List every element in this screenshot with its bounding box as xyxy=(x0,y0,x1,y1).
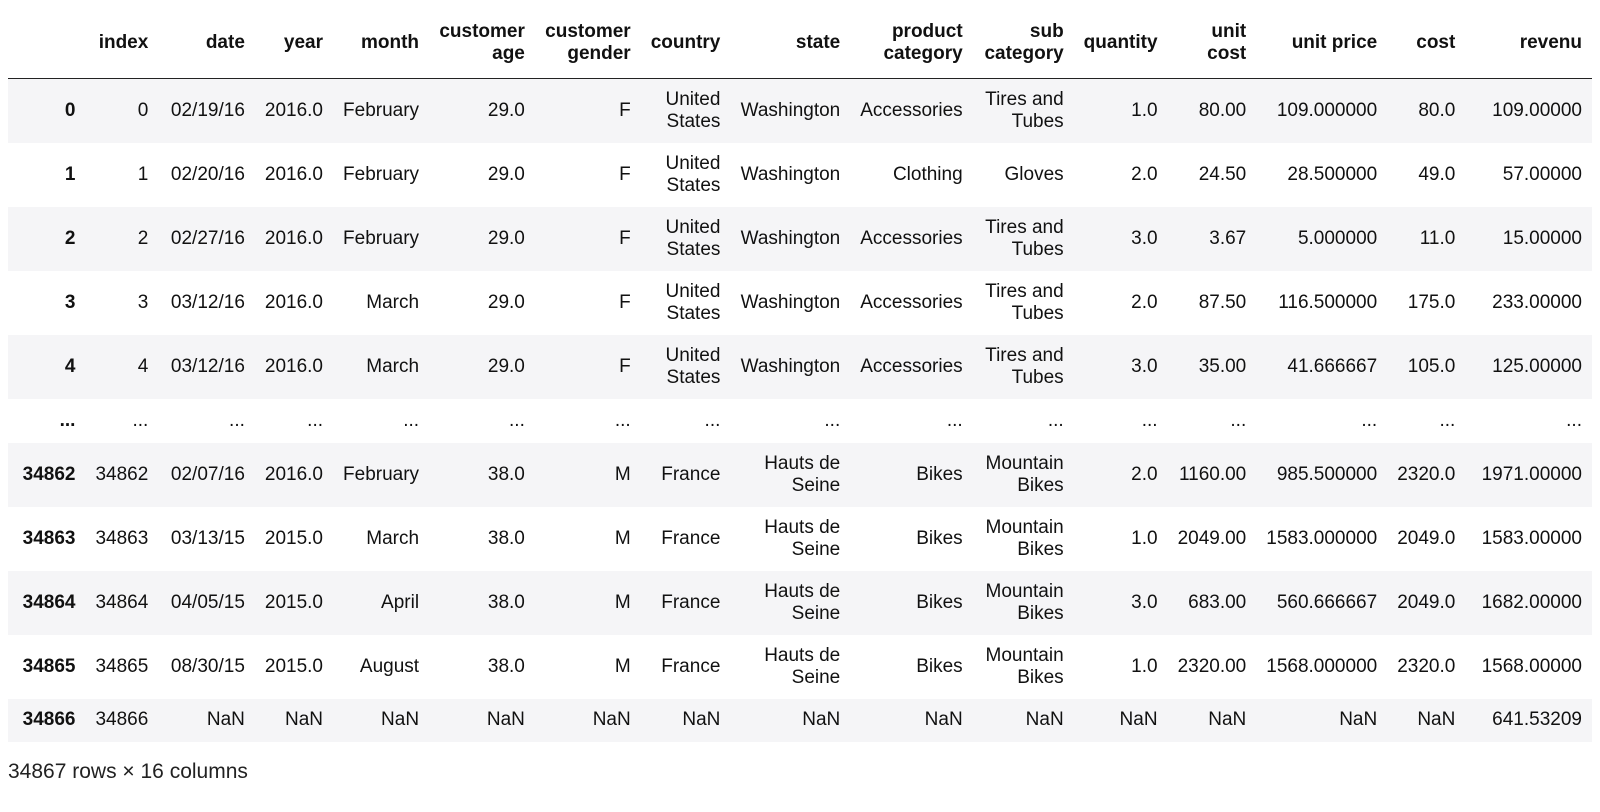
dataframe-output xyxy=(8,8,1592,754)
cell-index: 1 xyxy=(137,163,149,185)
cell-unit-price: 985.500000 xyxy=(1276,463,1378,485)
cell-year: 2015.0 xyxy=(264,655,324,677)
cell-state xyxy=(730,507,850,571)
row-label: 34863 xyxy=(22,527,76,549)
cell-date: ... xyxy=(229,409,245,431)
cell-index: 34866 xyxy=(95,709,149,730)
cell-state-line: Seine xyxy=(791,602,841,624)
cell-revenue: 1583.00000 xyxy=(1481,527,1582,549)
cell-month: April xyxy=(381,591,420,613)
cell-unit-cost: 2049.00 xyxy=(1177,527,1247,549)
cell-sub-category-line: Tubes xyxy=(1011,110,1064,132)
cell-sub-category-line: Tires and xyxy=(985,344,1064,366)
cell-unit-cost: 35.00 xyxy=(1198,355,1247,377)
cell-product-category: ... xyxy=(946,409,963,431)
cell-country-line: United xyxy=(665,344,721,366)
cell-unit-cost: 1160.00 xyxy=(1178,463,1247,485)
cell-month: February xyxy=(343,163,420,185)
cell-quantity: 2.0 xyxy=(1131,163,1158,185)
cell-revenue: ... xyxy=(1566,409,1582,431)
cell-quantity: ... xyxy=(1141,409,1158,431)
row-label: 0 xyxy=(64,99,76,121)
cell-unit-cost: 683.00 xyxy=(1188,591,1247,613)
cell-unit-cost: 2320.00 xyxy=(1177,655,1247,677)
cell-sub-category xyxy=(973,271,1074,335)
cell-sub-category xyxy=(973,207,1074,271)
cell-state-line: Hauts de xyxy=(764,580,841,602)
cell-customer-gender: NaN xyxy=(592,709,631,730)
cell-index: 34862 xyxy=(95,463,149,485)
cell-country xyxy=(641,507,731,571)
table-row xyxy=(8,443,1592,507)
cell-unit-cost: 3.67 xyxy=(1209,227,1247,249)
cell-customer-age: NaN xyxy=(486,709,525,730)
cell-sub-category-line: Gloves xyxy=(1004,163,1064,185)
cell-state xyxy=(730,79,850,143)
row-label: 2 xyxy=(64,227,76,249)
cell-country xyxy=(641,399,731,443)
header-state: state xyxy=(730,8,850,79)
cell-index: 34865 xyxy=(95,655,149,677)
cell-quantity: 2.0 xyxy=(1131,291,1158,313)
cell-cost: 2320.0 xyxy=(1397,463,1456,485)
cell-customer-age: 38.0 xyxy=(487,655,525,677)
cell-state xyxy=(730,443,850,507)
cell-sub-category xyxy=(973,571,1074,635)
cell-unit-price: 116.500000 xyxy=(1278,291,1378,313)
cell-unit-cost: ... xyxy=(1230,409,1247,431)
cell-state-line: ... xyxy=(824,409,841,431)
cell-sub-category-line: Tires and xyxy=(985,88,1064,110)
table-row xyxy=(8,207,1592,271)
cell-month: ... xyxy=(403,409,420,431)
cell-year: 2016.0 xyxy=(264,291,324,313)
cell-sub-category xyxy=(973,507,1074,571)
header-year: year xyxy=(255,8,333,79)
cell-state xyxy=(730,271,850,335)
dataframe-table xyxy=(8,8,1592,742)
cell-quantity: 3.0 xyxy=(1131,355,1158,377)
cell-country-line: States xyxy=(666,366,721,388)
cell-cost: 2049.0 xyxy=(1397,591,1456,613)
cell-year: 2016.0 xyxy=(264,163,324,185)
cell-country-line: United xyxy=(665,152,721,174)
table-row xyxy=(8,271,1592,335)
cell-revenue: 1971.00000 xyxy=(1481,463,1582,485)
cell-cost: 2049.0 xyxy=(1397,527,1456,549)
table-row xyxy=(8,507,1592,571)
cell-cost: 49.0 xyxy=(1418,163,1456,185)
cell-date: 03/12/16 xyxy=(170,291,245,313)
cell-year: 2015.0 xyxy=(264,527,324,549)
cell-customer-gender: M xyxy=(614,655,631,677)
cell-country xyxy=(641,79,731,143)
cell-country-line: France xyxy=(661,527,721,549)
dataframe-shape-summary: 34867 rows × 16 columns xyxy=(8,760,248,783)
cell-country-line: States xyxy=(666,110,721,132)
cell-revenue: 109.00000 xyxy=(1492,99,1582,121)
header-row xyxy=(8,8,1592,79)
cell-customer-gender: ... xyxy=(614,409,631,431)
cell-product-category: NaN xyxy=(924,709,963,730)
cell-date: 08/30/15 xyxy=(170,655,245,677)
row-label: 4 xyxy=(64,355,76,377)
cell-quantity: 3.0 xyxy=(1131,227,1158,249)
cell-country-line: United xyxy=(665,216,721,238)
cell-month: March xyxy=(366,355,420,377)
row-label: 34866 xyxy=(22,709,76,730)
cell-year: 2016.0 xyxy=(264,99,324,121)
header-month: month xyxy=(333,8,429,79)
cell-customer-age: 29.0 xyxy=(487,163,525,185)
cell-date: 03/13/15 xyxy=(170,527,245,549)
cell-country xyxy=(641,571,731,635)
cell-customer-gender: F xyxy=(619,291,631,313)
cell-revenue: 641.53209 xyxy=(1492,709,1582,730)
header-cost: cost xyxy=(1387,8,1465,79)
cell-year: 2016.0 xyxy=(264,227,324,249)
header-index: index xyxy=(85,8,158,79)
row-label: ... xyxy=(59,409,76,431)
cell-country-line: States xyxy=(666,238,721,260)
cell-sub-category-line: Mountain xyxy=(985,580,1064,602)
cell-state-line: Seine xyxy=(791,538,841,560)
cell-month: March xyxy=(366,527,420,549)
cell-customer-age: 29.0 xyxy=(487,99,525,121)
cell-customer-age: 38.0 xyxy=(487,591,525,613)
cell-date: 02/19/16 xyxy=(170,99,245,121)
cell-index: ... xyxy=(132,409,149,431)
table-row xyxy=(8,635,1592,699)
cell-cost: NaN xyxy=(1417,709,1456,730)
cell-sub-category-line: Bikes xyxy=(1017,538,1064,560)
cell-cost: 175.0 xyxy=(1407,291,1456,313)
header-date: date xyxy=(158,8,255,79)
row-label: 3 xyxy=(64,291,76,313)
cell-customer-gender: F xyxy=(619,355,631,377)
cell-sub-category-line: Bikes xyxy=(1017,602,1064,624)
cell-date: 02/07/16 xyxy=(170,463,245,485)
cell-year: 2016.0 xyxy=(264,355,324,377)
cell-unit-price: 28.500000 xyxy=(1287,163,1378,185)
cell-cost: 105.0 xyxy=(1407,355,1456,377)
cell-sub-category xyxy=(973,143,1074,207)
cell-year: 2016.0 xyxy=(264,463,324,485)
cell-customer-age: 38.0 xyxy=(487,527,525,549)
cell-index: 0 xyxy=(137,99,149,121)
cell-state-line: Washington xyxy=(740,355,841,377)
cell-product-category: Accessories xyxy=(860,99,963,121)
cell-product-category: Clothing xyxy=(892,163,963,185)
cell-sub-category-line: Tubes xyxy=(1011,366,1064,388)
cell-customer-gender: F xyxy=(619,163,631,185)
table-body xyxy=(8,79,1592,742)
cell-sub-category-line: Tires and xyxy=(985,216,1064,238)
cell-customer-gender: M xyxy=(614,463,631,485)
row-label: 34862 xyxy=(22,463,76,485)
header-product-category: product category xyxy=(850,8,972,79)
cell-sub-category-line: Bikes xyxy=(1017,666,1064,688)
table-row xyxy=(8,699,1592,742)
cell-product-category: Bikes xyxy=(916,463,963,485)
cell-index: 34864 xyxy=(95,591,149,613)
cell-quantity: 1.0 xyxy=(1131,99,1158,121)
cell-state xyxy=(730,635,850,699)
cell-month: February xyxy=(343,227,420,249)
cell-month: March xyxy=(366,291,420,313)
cell-state-line: Hauts de xyxy=(764,516,841,538)
cell-cost: ... xyxy=(1439,409,1456,431)
cell-unit-cost: NaN xyxy=(1208,709,1247,730)
cell-customer-gender: F xyxy=(619,227,631,249)
cell-month: February xyxy=(343,463,420,485)
cell-unit-price: 560.666667 xyxy=(1276,591,1378,613)
cell-quantity: NaN xyxy=(1119,709,1158,730)
cell-date: 02/27/16 xyxy=(170,227,245,249)
cell-sub-category-line: Tires and xyxy=(985,280,1064,302)
cell-unit-price: 109.000000 xyxy=(1276,99,1378,121)
cell-sub-category xyxy=(973,699,1074,742)
cell-customer-age: 29.0 xyxy=(487,355,525,377)
cell-year: ... xyxy=(307,409,324,431)
cell-sub-category-line: Tubes xyxy=(1011,238,1064,260)
cell-country-line: France xyxy=(661,591,721,613)
cell-revenue: 57.00000 xyxy=(1502,163,1582,185)
table-row xyxy=(8,143,1592,207)
cell-country-line: France xyxy=(661,655,721,677)
cell-product-category: Accessories xyxy=(860,291,963,313)
cell-unit-cost: 24.50 xyxy=(1198,163,1247,185)
cell-year: 2015.0 xyxy=(264,591,324,613)
cell-product-category: Accessories xyxy=(860,227,963,249)
cell-state-line: Hauts de xyxy=(764,452,841,474)
cell-customer-age: ... xyxy=(509,409,525,431)
cell-sub-category-line: Mountain xyxy=(985,644,1064,666)
cell-state-line: Washington xyxy=(740,99,841,121)
cell-quantity: 3.0 xyxy=(1131,591,1158,613)
cell-revenue: 1682.00000 xyxy=(1481,591,1582,613)
cell-index: 34863 xyxy=(95,527,149,549)
cell-state xyxy=(730,571,850,635)
cell-country-line: States xyxy=(666,174,721,196)
cell-unit-cost: 80.00 xyxy=(1198,99,1247,121)
table-row xyxy=(8,399,1592,443)
cell-date: 04/05/15 xyxy=(170,591,245,613)
cell-country xyxy=(641,443,731,507)
cell-revenue: 233.00000 xyxy=(1492,291,1582,313)
header-customer-age: customer age xyxy=(429,8,535,79)
cell-customer-age: 38.0 xyxy=(487,463,525,485)
cell-country xyxy=(641,271,731,335)
cell-customer-age: 29.0 xyxy=(487,227,525,249)
cell-product-category: Bikes xyxy=(916,591,963,613)
cell-month: February xyxy=(343,99,420,121)
cell-sub-category xyxy=(973,399,1074,443)
cell-sub-category xyxy=(973,635,1074,699)
cell-year: NaN xyxy=(285,709,324,730)
cell-country xyxy=(641,635,731,699)
cell-revenue: 1568.00000 xyxy=(1481,655,1582,677)
cell-customer-gender: M xyxy=(614,591,631,613)
cell-month: NaN xyxy=(381,709,420,730)
cell-country xyxy=(641,143,731,207)
cell-sub-category xyxy=(973,335,1074,399)
table-row xyxy=(8,79,1592,143)
header-row-index xyxy=(8,8,85,79)
cell-country-line: ... xyxy=(704,409,721,431)
cell-sub-category-line: ... xyxy=(1047,409,1064,431)
cell-unit-price: NaN xyxy=(1339,709,1378,730)
header-quantity: quantity xyxy=(1074,8,1168,79)
cell-date: 02/20/16 xyxy=(170,163,245,185)
cell-unit-price: 5.000000 xyxy=(1297,227,1378,249)
cell-state-line: Washington xyxy=(740,227,841,249)
header-sub-category: sub category xyxy=(973,8,1074,79)
cell-revenue: 15.00000 xyxy=(1502,227,1582,249)
cell-sub-category xyxy=(973,443,1074,507)
cell-customer-age: 29.0 xyxy=(487,291,525,313)
cell-unit-price: 1583.000000 xyxy=(1266,527,1378,549)
cell-cost: 11.0 xyxy=(1419,227,1456,249)
row-label: 34864 xyxy=(22,591,76,613)
cell-country xyxy=(641,699,731,742)
cell-state xyxy=(730,143,850,207)
cell-quantity: 2.0 xyxy=(1131,463,1158,485)
header-unit-cost: unit cost xyxy=(1168,8,1257,79)
cell-country-line: United xyxy=(665,280,721,302)
cell-state xyxy=(730,699,850,742)
cell-month: August xyxy=(359,655,420,677)
cell-product-category: Bikes xyxy=(916,527,963,549)
cell-index: 3 xyxy=(137,291,149,313)
header-country: country xyxy=(641,8,731,79)
header-customer-gender: customer gender xyxy=(535,8,641,79)
cell-quantity: 1.0 xyxy=(1131,655,1158,677)
cell-state-line: NaN xyxy=(802,709,841,730)
cell-state xyxy=(730,335,850,399)
cell-unit-price: ... xyxy=(1361,409,1378,431)
row-label: 1 xyxy=(64,163,76,185)
row-label: 34865 xyxy=(22,655,76,677)
cell-country-line: France xyxy=(661,463,721,485)
cell-cost: 80.0 xyxy=(1418,99,1456,121)
cell-sub-category-line: NaN xyxy=(1025,709,1064,730)
table-row xyxy=(8,571,1592,635)
cell-state-line: Washington xyxy=(740,291,841,313)
cell-state-line: Hauts de xyxy=(764,644,841,666)
cell-state-line: Seine xyxy=(791,666,841,688)
cell-sub-category-line: Mountain xyxy=(985,452,1064,474)
header-revenue: revenu xyxy=(1465,8,1592,79)
cell-state-line: Washington xyxy=(740,163,841,185)
cell-cost: 2320.0 xyxy=(1397,655,1456,677)
cell-country-line: States xyxy=(666,302,721,324)
cell-state xyxy=(730,207,850,271)
header-unit-price: unit price xyxy=(1256,8,1387,79)
cell-sub-category-line: Tubes xyxy=(1011,302,1064,324)
cell-sub-category xyxy=(973,79,1074,143)
cell-unit-cost: 87.50 xyxy=(1198,291,1247,313)
cell-country xyxy=(641,207,731,271)
cell-date: 03/12/16 xyxy=(170,355,245,377)
cell-country xyxy=(641,335,731,399)
cell-country-line: United xyxy=(665,88,721,110)
cell-index: 2 xyxy=(137,227,149,249)
cell-customer-gender: M xyxy=(614,527,631,549)
cell-quantity: 1.0 xyxy=(1131,527,1158,549)
cell-country-line: NaN xyxy=(682,709,721,730)
cell-unit-price: 41.666667 xyxy=(1287,355,1378,377)
cell-sub-category-line: Mountain xyxy=(985,516,1064,538)
cell-state-line: Seine xyxy=(791,474,841,496)
cell-unit-price: 1568.000000 xyxy=(1266,655,1378,677)
cell-product-category: Bikes xyxy=(916,655,963,677)
cell-customer-gender: F xyxy=(619,99,631,121)
cell-date: NaN xyxy=(206,709,245,730)
table-row xyxy=(8,335,1592,399)
cell-state xyxy=(730,399,850,443)
cell-product-category: Accessories xyxy=(860,355,963,377)
cell-index: 4 xyxy=(137,355,149,377)
cell-revenue: 125.00000 xyxy=(1492,355,1582,377)
cell-sub-category-line: Bikes xyxy=(1017,474,1064,496)
